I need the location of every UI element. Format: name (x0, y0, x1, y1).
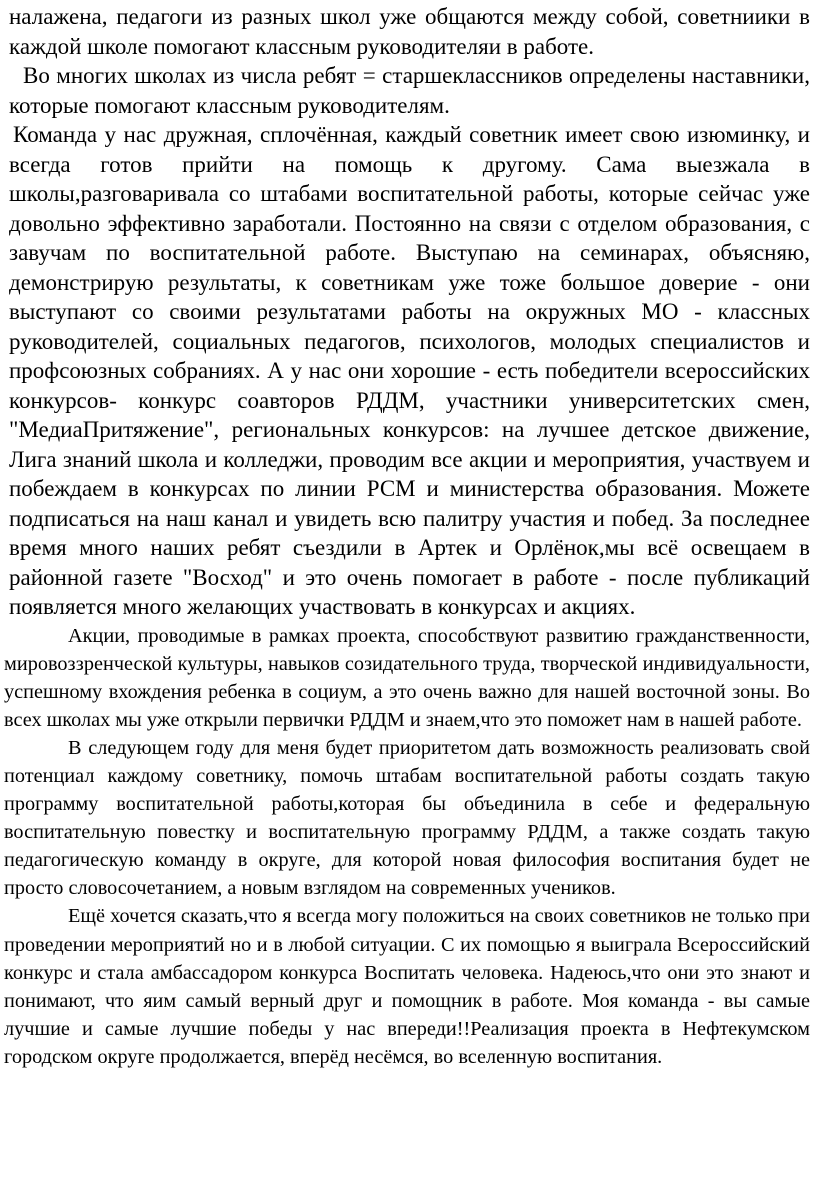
paragraph-team: Команда у нас дружная, сплочённая, каждый советник имеет свою изюминку, и всегда готов прийти на помощь к другому. Сама выезжала в школы,разговаривала со штабами воспитательной работы, которые сейчас уже довольно эффективно заработали. Постоянно на связи с отделом образования, с завучам по воспитательной работе. Выступаю на семинарах, объясняю, демонстрирую результаты, к советникам уже тоже большое доверие - они выступают со своими результатами работы на окружных МО - классных руководителей, социальных педагогов, психологов, молодых специалистов и профсоюзных собраниях. А у нас они хорошие - есть победители всероссийских конкурсов- конкурс соавторов РДДМ, участники университетских смен, "МедиаПритяжение", региональных конкурсов: на лучшее детское движение, Лига знаний школа и колледжи, проводим все акции и мероприятия, участвуем и побеждаем в конкурсах по линии РСМ и министерства образования. Можете подписаться на наш канал и увидеть всю палитру участия и побед. За последнее время много наших ребят съездили в Артек и Орлёнок,мы всё освещаем в районной газете "Восход" и это очень помогает в работе - после публикаций появляется много желающих участвовать в конкурсах и акциях. (9, 122, 810, 619)
paragraph-closing: Ещё хочется сказать,что я всегда могу положиться на своих советников не только при проведении мероприятий но и в любой ситуации. С их помощью я выиграла Всероссийский конкурс и стала амбассадором конкурса Воспитать человека. Надеюсь,что они это знают и понимают, что яим самый верный друг и помощник в работе. Моя команда - вы самые лучшие и самые лучшие победы у нас впереди!!Реализация проекта в Нефтекумском городском округе продолжается, вперёд несёмся, во вселенную воспитания. (4, 905, 810, 1068)
large-text-section (4, 2, 812, 622)
small-text-section (4, 622, 812, 1072)
paragraph-mentors: Во многих школах из числа ребят = старшеклассников определены наставники, которые помогают классным руководителям. (9, 63, 810, 118)
paragraph-actions: Акции, проводимые в рамках проекта, способствуют развитию гражданственности, мировоззренческой культуры, навыков созидательного труда, творческой индивидуальности, успешному вхождения ребенка в социум, а это очень важно для нашей восточной зоны. Во всех школах мы уже открыли первички РДДМ и знаем,что это поможет нам в нашей работе. (4, 624, 810, 731)
paragraph-next-year: В следующем году для меня будет приоритетом дать возможность реализовать свой потенциал каждому советнику, помочь штабам воспитательной работы создать такую программу воспитательной работы,которая бы объединила в себе и федеральную воспитательную повестку и воспитательную программу РДДМ, а также создать такую педагогическую команду в округе, для которой новая философия воспитания будет не просто словосочетанием, а новым взглядом на современных учеников. (4, 736, 810, 900)
paragraph-continuation: налажена, педагоги из разных школ уже общаются между собой, советниики в каждой школе помогают классным руководителяи в работе. (9, 4, 810, 59)
